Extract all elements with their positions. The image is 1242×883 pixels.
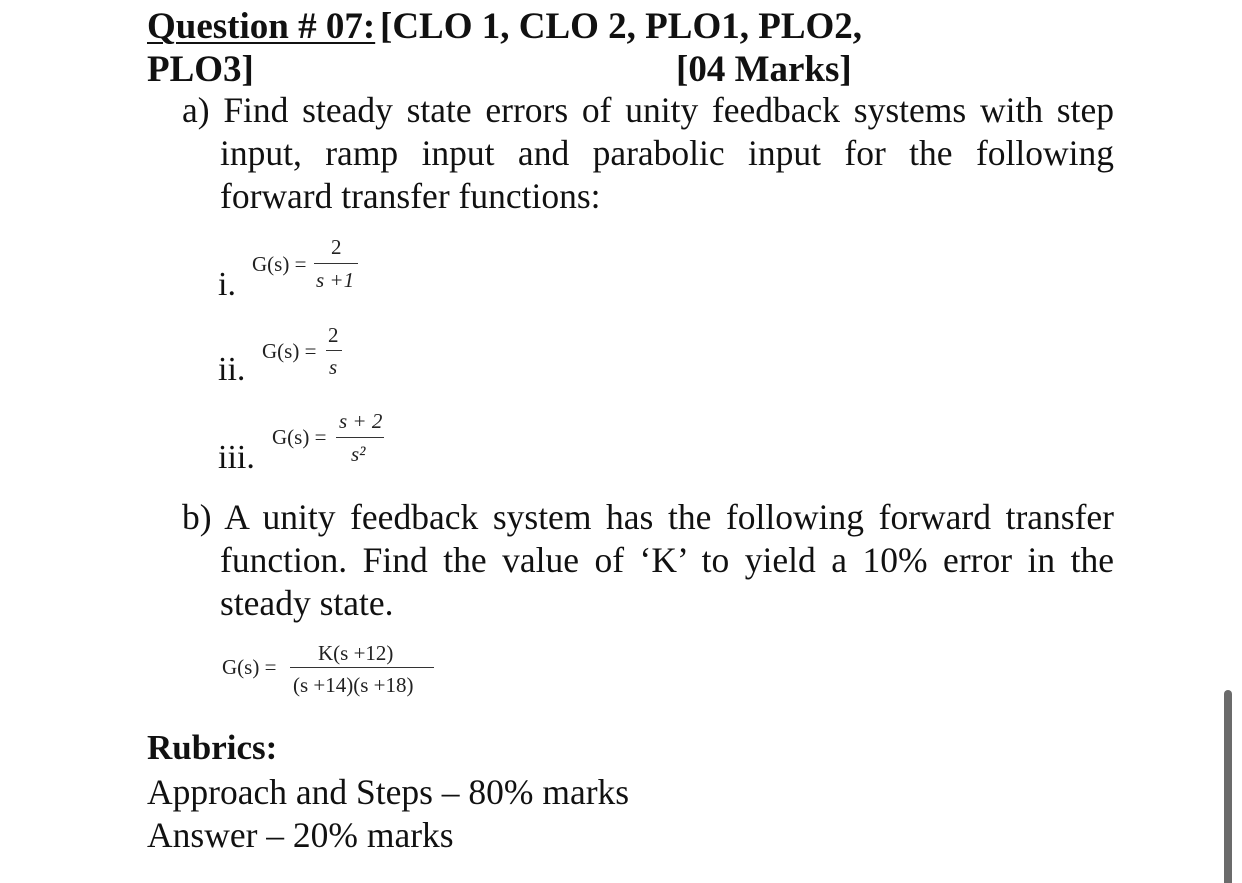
item-ii-numerator: 2 bbox=[328, 323, 339, 347]
item-i-numeral: i. bbox=[218, 266, 236, 303]
item-iii-lhs: G(s) = bbox=[272, 425, 327, 449]
part-b-line-2: function. Find the value of ‘K’ to yield a 10% error in the bbox=[220, 540, 1114, 580]
vertical-scrollbar[interactable] bbox=[1224, 690, 1232, 883]
rubric-item-approach: Approach and Steps – 80% marks bbox=[147, 772, 630, 812]
item-i-numerator: 2 bbox=[331, 235, 342, 259]
item-i-fraction-bar bbox=[314, 263, 358, 264]
question-title: Question # 07: bbox=[147, 6, 376, 47]
part-a-line-2: input, ramp input and parabolic input for the following bbox=[220, 133, 1114, 173]
item-ii-fraction-bar bbox=[326, 350, 342, 351]
part-b-fraction-bar bbox=[290, 667, 434, 668]
part-a-line-1: a) Find steady state errors of unity feedback systems with step bbox=[182, 90, 1114, 130]
question-clo-line1: [CLO 1, CLO 2, PLO1, PLO2, bbox=[380, 6, 863, 47]
rubric-item-answer: Answer – 20% marks bbox=[147, 815, 454, 855]
part-b-formula-lhs: G(s) = bbox=[222, 655, 277, 679]
rubrics-title: Rubrics: bbox=[147, 728, 278, 767]
part-b-text bbox=[182, 496, 1114, 625]
question-marks: [04 Marks] bbox=[676, 49, 852, 90]
part-b-line-1: b) A unity feedback system has the following forward transfer bbox=[182, 497, 1114, 537]
part-a-line-3: forward transfer functions: bbox=[220, 176, 601, 216]
question-clo-line2: PLO3] bbox=[147, 49, 254, 90]
item-ii-lhs: G(s) = bbox=[262, 339, 317, 363]
item-iii-numerator: s + 2 bbox=[339, 409, 383, 433]
item-iii-fraction-bar bbox=[336, 437, 384, 438]
part-b-line-3: steady state. bbox=[220, 583, 394, 623]
item-iii-denominator: s² bbox=[351, 442, 366, 466]
item-i-lhs: G(s) = bbox=[252, 252, 307, 276]
item-i-denominator: s +1 bbox=[316, 268, 355, 292]
item-ii-denominator: s bbox=[329, 355, 338, 379]
item-iii-numeral: iii. bbox=[218, 439, 255, 476]
part-a-text bbox=[182, 89, 1114, 218]
part-b-formula-denominator: (s +14)(s +18) bbox=[293, 673, 414, 697]
part-b-formula-numerator: K(s +12) bbox=[318, 641, 394, 665]
item-ii-numeral: ii. bbox=[218, 351, 246, 388]
